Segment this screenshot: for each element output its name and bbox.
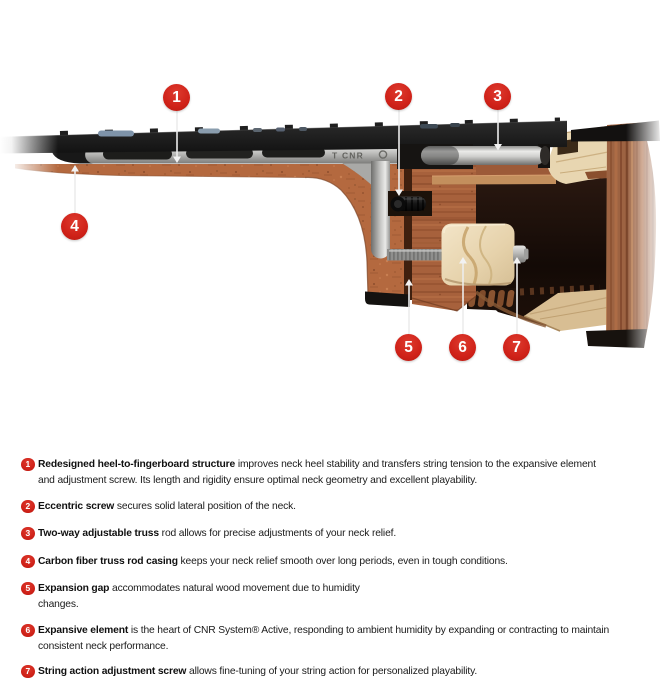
legend-desc-1b: and adjustment screw. Its length and rigidity ensure optimal neck geometry and excellent playability. [38, 474, 478, 486]
threaded-adjustment-rod [387, 249, 445, 261]
legend-item-4 [21, 554, 666, 570]
callout-marker-4: 4 [61, 213, 88, 240]
legend-desc-2: secures solid lateral position of the neck. [114, 501, 296, 512]
legend-term-3: Two-way adjustable truss [38, 528, 159, 539]
callout-marker-1: 1 [163, 84, 190, 111]
legend-bullet-5: 5 [21, 582, 35, 596]
legend-text-5 [38, 581, 666, 612]
legend-bullet-7: 7 [21, 665, 35, 679]
callout-marker-6: 6 [449, 334, 476, 361]
legend-term-6: Expansive element [38, 625, 129, 636]
fret-inlay [98, 131, 134, 137]
legend-bullet-4: 4 [21, 555, 35, 569]
legend-text-7 [38, 664, 666, 680]
legend-text-3 [38, 526, 666, 542]
legend-desc-5b: changes. [38, 598, 79, 610]
legend-text-2 [38, 499, 666, 515]
legend-text-6 [38, 623, 666, 654]
fret-inlay [198, 129, 220, 134]
legend-bullet-2: 2 [21, 500, 35, 514]
legend-term-7: String action adjustment screw [38, 666, 187, 677]
legend-text-4 [38, 554, 666, 570]
legend-term-4: Carbon fiber truss rod casing [38, 556, 178, 567]
legend-item-1 [21, 457, 666, 488]
legend-bullet-3: 3 [21, 527, 35, 541]
legend-term-1: Redesigned heel-to-fingerboard structure [38, 459, 236, 470]
legend-desc-5: accommodates natural wood movement due to humidity [109, 583, 360, 594]
legend-term-2: Eccentric screw [38, 501, 115, 512]
legend-item-7 [21, 664, 666, 680]
legend-item-2 [21, 499, 666, 515]
legend-bullet-6: 6 [21, 624, 35, 638]
legend-item-5 [21, 581, 666, 612]
expansive-element-block [442, 224, 515, 286]
left-edge-fade [0, 105, 58, 230]
legend-item-6 [21, 623, 666, 654]
legend-desc-6b: consistent neck performance. [38, 640, 169, 652]
legend-desc-4: keeps your neck relief smooth over long periods, even in tough conditions. [177, 556, 508, 567]
eccentric-screw [388, 191, 432, 216]
legend-desc-6: is the heart of CNR System® Active, responding to ambient humidity by expanding or contracting to maintain [128, 625, 610, 636]
legend-term-5: Expansion gap [38, 583, 110, 594]
callout-marker-3: 3 [484, 83, 511, 110]
callout-marker-5: 5 [395, 334, 422, 361]
legend-bullet-1: 1 [21, 458, 35, 472]
right-edge-fade [626, 98, 672, 370]
legend-desc-7: allows fine-tuning of your string action for personalized playability. [186, 666, 478, 677]
cnr-engraving: T CNR [332, 150, 364, 161]
legend-text-1 [38, 457, 666, 488]
callout-marker-7: 7 [503, 334, 530, 361]
callout-marker-2: 2 [385, 83, 412, 110]
legend-desc-1: improves neck heel stability and transfers string tension to the expansive element [235, 459, 596, 470]
legend-item-3 [21, 526, 666, 542]
legend-desc-3: rod allows for precise adjustments of your neck relief. [158, 528, 397, 539]
